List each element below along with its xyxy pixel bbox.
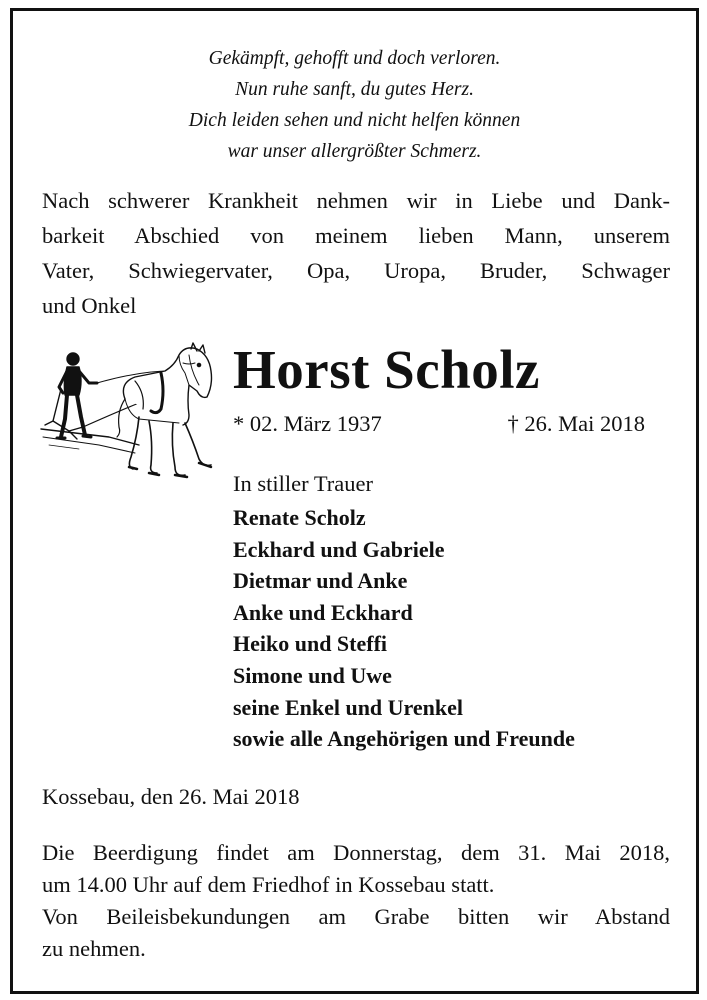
intro-line: barkeit Abschied von meinem lieben Mann, unserem bbox=[42, 223, 670, 248]
mourner-entry: sowie alle Angehörigen und Freunde bbox=[233, 726, 575, 752]
poem-line: war unser allergrößter Schmerz. bbox=[227, 141, 482, 162]
mourner-entry: seine Enkel und Urenkel bbox=[233, 694, 464, 720]
poem-line: Gekämpft, gehofft und doch verloren. bbox=[208, 48, 501, 69]
mourner-entry: Eckhard und Gabriele bbox=[233, 536, 445, 562]
intro-line: Nach schwerer Krankheit nehmen wir in Liebe und Dank- bbox=[42, 188, 670, 213]
deceased-name: Horst Scholz bbox=[233, 339, 540, 400]
funeral-line: Von Beileisbekundungen am Grabe bitten wir Abstand bbox=[42, 904, 670, 929]
funeral-line: Die Beerdigung findet am Donnerstag, dem 31. Mai 2018, bbox=[42, 840, 670, 865]
place-and-date: Kossebau, den 26. Mai 2018 bbox=[42, 784, 300, 809]
funeral-line: um 14.00 Uhr auf dem Friedhof in Kossebau statt. bbox=[42, 872, 495, 897]
funeral-info bbox=[42, 837, 670, 965]
mourner-entry: Dietmar und Anke bbox=[233, 568, 408, 594]
mourner-entry: Anke und Eckhard bbox=[233, 599, 413, 625]
intro-line: und Onkel bbox=[42, 293, 137, 318]
intro-text bbox=[42, 183, 670, 323]
mourner-entry: Renate Scholz bbox=[233, 505, 366, 530]
intro-line: Vater, Schwiegervater, Opa, Uropa, Bruder, Schwager bbox=[42, 258, 670, 283]
poem-line: Dich leiden sehen und nicht helfen können bbox=[188, 110, 521, 131]
mourner-entry: Simone und Uwe bbox=[233, 662, 392, 688]
poem-verse bbox=[13, 43, 696, 167]
funeral-line: zu nehmen. bbox=[42, 936, 146, 961]
birth-date: * 02. März 1937 bbox=[233, 411, 382, 436]
poem-line: Nun ruhe sanft, du gutes Herz. bbox=[235, 79, 474, 100]
obituary-frame bbox=[10, 8, 699, 994]
farmer-horse-plough-illustration bbox=[39, 341, 215, 501]
mourning-label: In stiller Trauer bbox=[233, 471, 373, 496]
death-date: † 26. Mai 2018 bbox=[507, 411, 645, 436]
mourners-list bbox=[233, 502, 575, 755]
mourner-entry: Heiko und Steffi bbox=[233, 631, 388, 657]
